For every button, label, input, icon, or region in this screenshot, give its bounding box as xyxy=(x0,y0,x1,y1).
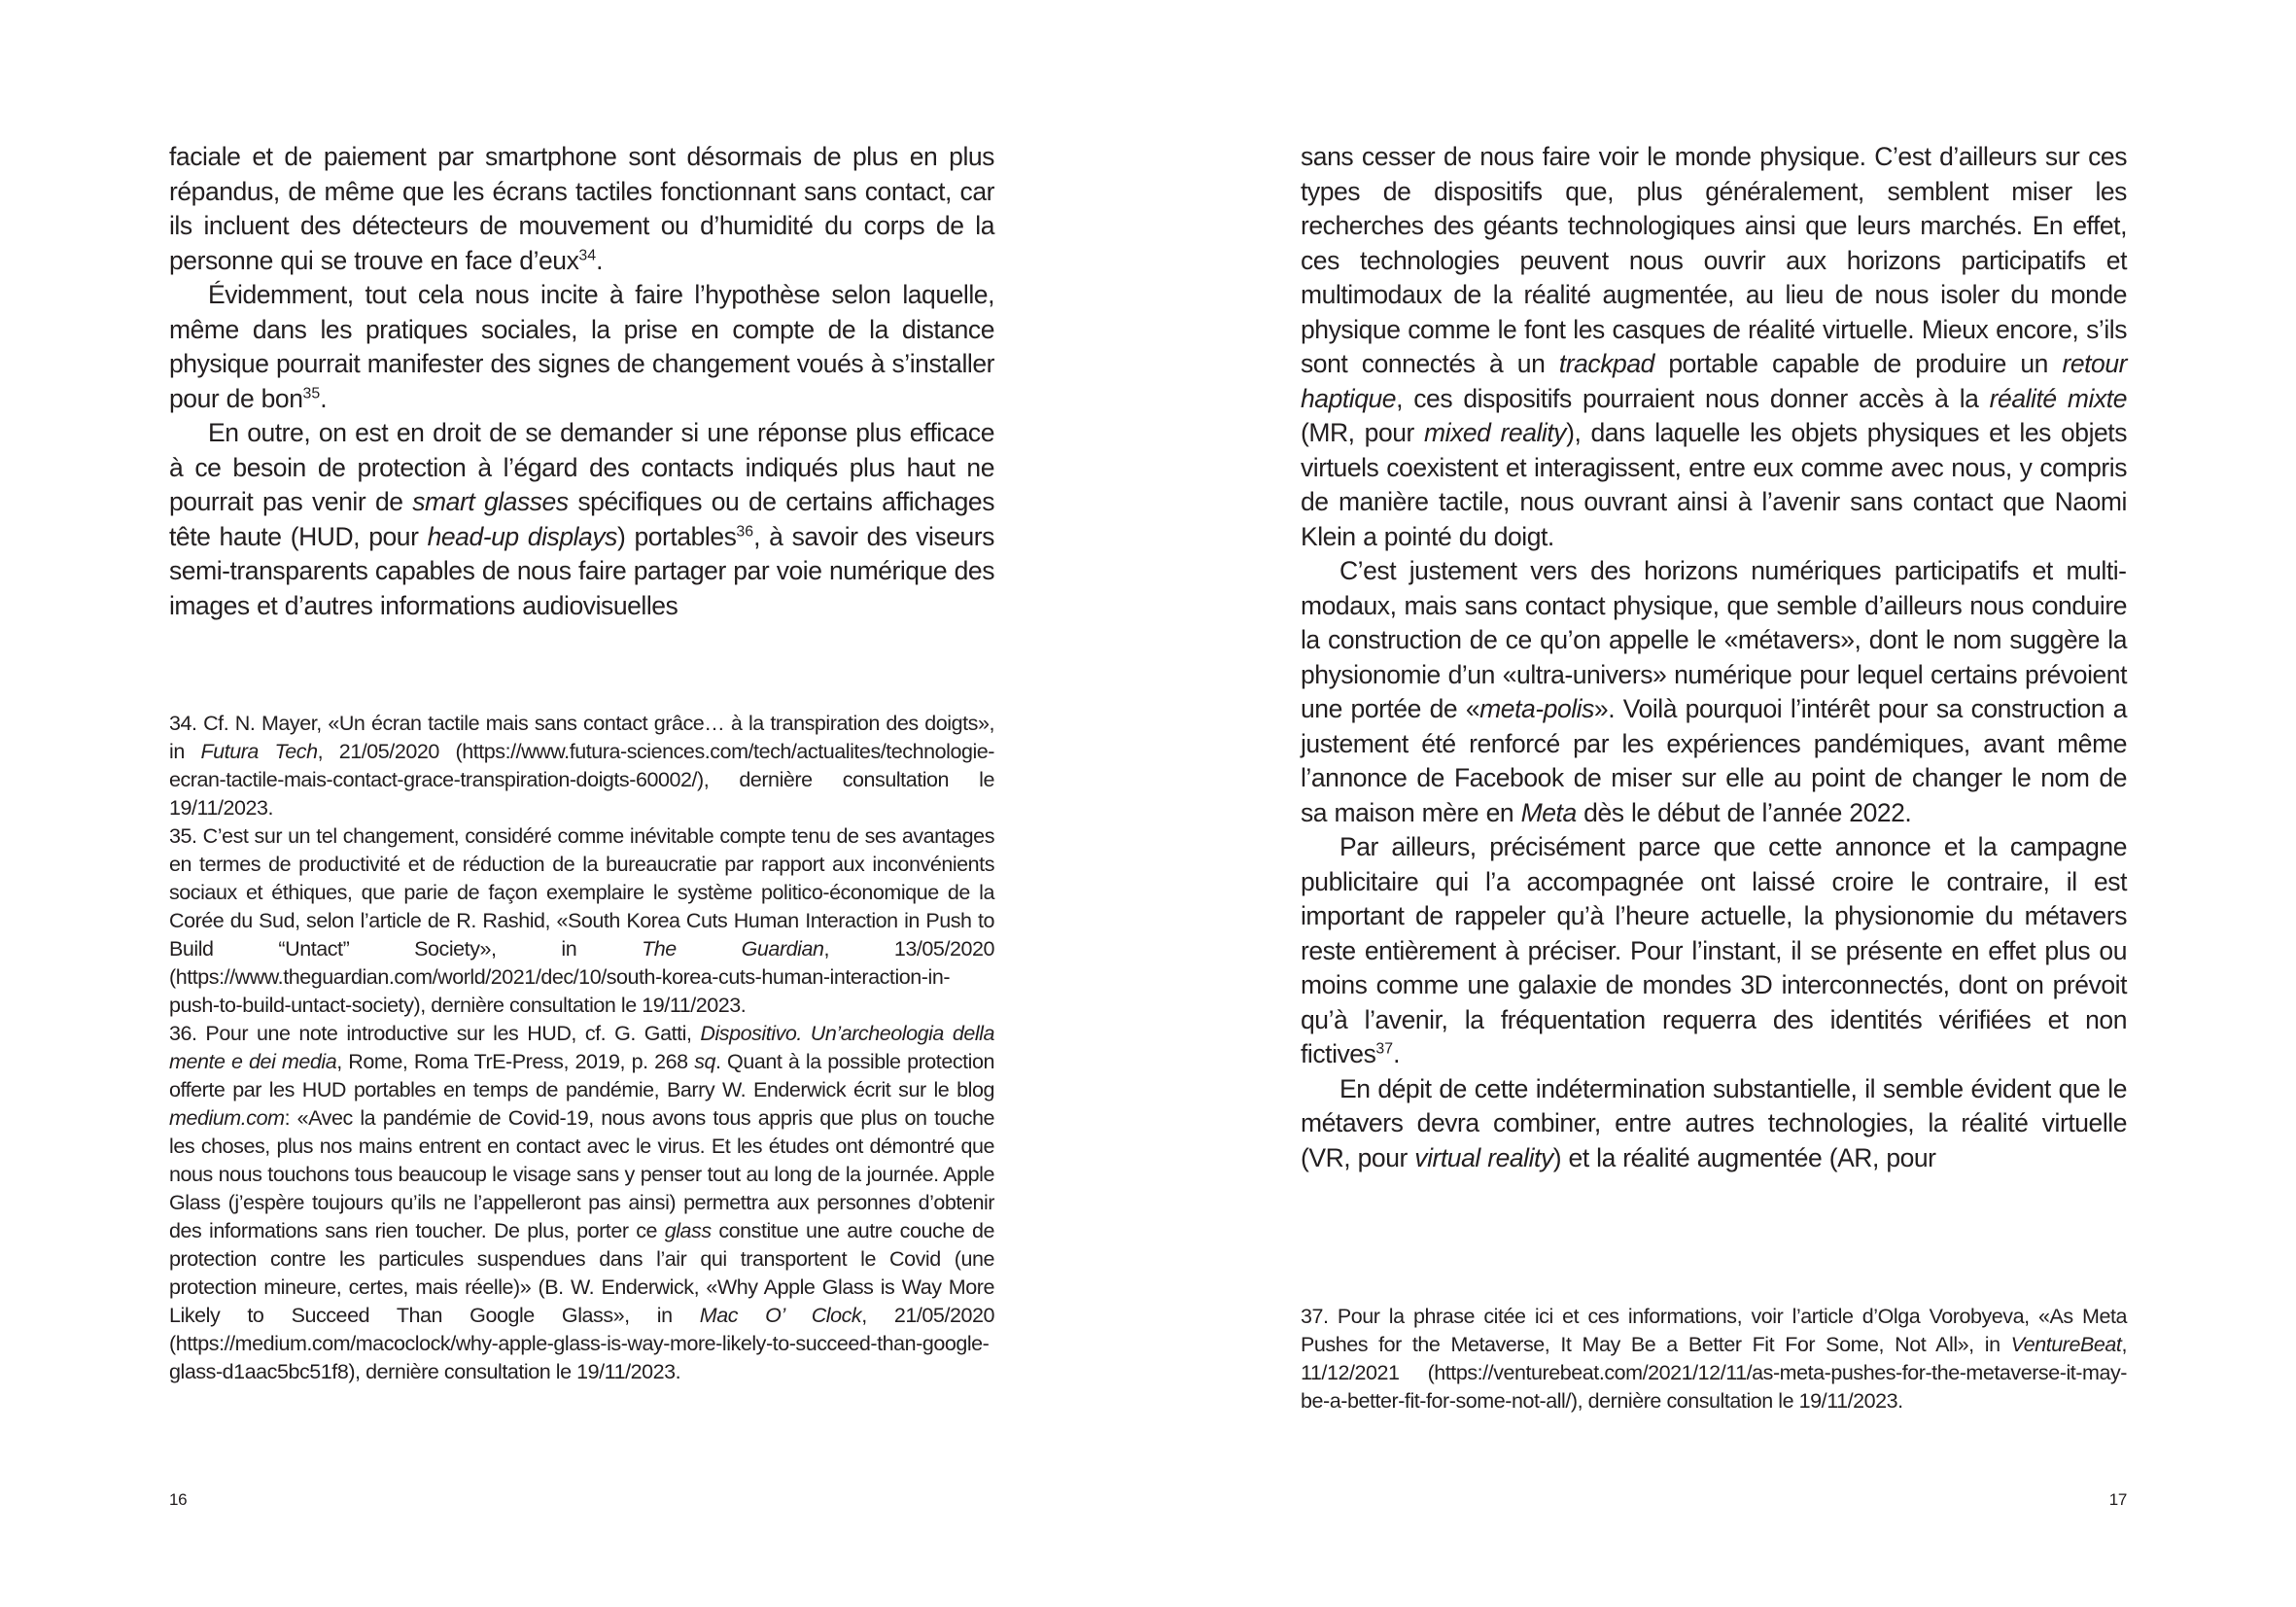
italic-text: smart glasses xyxy=(412,487,569,516)
text-run: , 21/05/2020 (https://www.futura-sciences.com/tech/actualites/technologie-ecran-tactile-mais-contact-grace-transpiration-doigts-60002/), dernière consultation le 19/11/2023. xyxy=(169,740,995,820)
italic-text: Meta xyxy=(1520,797,1577,827)
paragraph xyxy=(1301,830,2127,1072)
text-run: faciale et de paiement par smartphone sont désormais de plus en plus répandus, de même que les écrans tactiles fonctionnant sans contact, car ils incluent des détecteurs de mouvement ou d’humidité du corps de la personne qui se trouve en face d’eux xyxy=(169,142,994,275)
footnote-reference[interactable]: 34 xyxy=(578,246,597,263)
footnote-reference[interactable]: 37 xyxy=(1375,1040,1394,1058)
footnote xyxy=(169,1020,994,1386)
paragraph xyxy=(1301,1072,2127,1176)
text-run: Par ailleurs, précisément parce que cette annonce et la campagne publicitaire qui l’a accompagnée ont laissé croire le contraire, il est important de rappeler qu’à l’heure actuelle, la physionomie du métavers reste entièrement à préciser. Pour l’instant, il se présente en effet plus ou moins comme une galaxie de mondes 3D interconnectés, dont on prévoit qu’à l’avenir, la fréquentation requerra des identités vérifiées et non fictives xyxy=(1301,832,2127,1068)
right-page xyxy=(1148,0,2296,1607)
italic-text: mixed reality xyxy=(1424,418,1567,447)
paragraph xyxy=(169,416,994,623)
footnote-reference[interactable]: 35 xyxy=(302,384,321,402)
text-run: spécifiques ou de certains affichages tête haute (HUD, pour xyxy=(169,487,994,551)
right-body-text xyxy=(1301,140,2127,1175)
right-footnotes xyxy=(1301,1303,2127,1415)
text-run: . xyxy=(596,245,604,275)
italic-text: glass xyxy=(664,1219,712,1242)
text-run: , 11/12/2021 (https://venturebeat.com/2021/12/11/as-meta-pushes-​for-the-metaverse-it-may-be-a-better-fit-for-some-not-all/), dernière consultation le 19/11/2023. xyxy=(1301,1333,2127,1413)
paragraph xyxy=(1301,140,2127,554)
text-run: , 13/05/2020 (https://www.theguardian.com/world/2021/dec/​10/south-korea-cuts-human-interaction-in-push-to-build-untact-society), dernière consultation le 19/11/2023. xyxy=(169,937,994,1017)
text-run: sans cesser de nous faire voir le monde physique. C’est d’ailleurs sur ces types de dispositifs que, plus généralement, semblent miser les recherches des géants technologiques ainsi que leurs marchés. En effet, ces technologies peuvent nous ouvrir aux horizons participatifs et multimodaux de la réalité augmentée, au lieu de nous isoler du monde physique comme le font les casques de réalité virtuelle. Mieux encore, s’ils sont connectés à un xyxy=(1301,142,2127,378)
italic-text: virtual reality xyxy=(1414,1142,1553,1172)
left-footnotes xyxy=(169,710,994,1386)
text-run: ), dans laquelle les objets physiques et les objets virtuels coexistent et interagissent, entre eux comme avec nous, y compris de manière tactile, nous ouvrant ainsi à l’avenir sans contact que Naomi Klein a pointé du doigt. xyxy=(1301,418,2128,551)
text-run: C’est justement vers des horizons numériques participatifs et multimodaux, mais sans contact physique, que semble d’ailleurs nous conduire la construction de ce qu’on appelle le «métavers», dont le nom suggère la physionomie d’un «ultra-univers» numérique pour lequel certains prévoient une portée de « xyxy=(1301,556,2127,723)
footnote xyxy=(169,710,994,822)
italic-text: trackpad xyxy=(1558,349,1654,378)
text-run: En outre, on est en droit de se demander si une réponse plus efficace à ce besoin de protection à l’égard des contacts indiqués plus haut ne pourrait pas venir de xyxy=(169,418,994,516)
text-run: portable capable de produire un xyxy=(1653,349,2063,378)
footnote xyxy=(1301,1303,2127,1415)
page-number-left: 16 xyxy=(169,1490,188,1509)
text-run: . xyxy=(1393,1039,1400,1068)
italic-text: head-up displays xyxy=(427,521,617,551)
text-run: En dépit de cette indétermination substantielle, il semble évident que le métavers devra combiner, entre autres technologies, la réalité virtuelle (VR, pour xyxy=(1301,1073,2127,1172)
italic-text: réalité mixte xyxy=(1989,383,2127,413)
text-run: . xyxy=(320,383,328,413)
italic-text: sq xyxy=(694,1050,715,1073)
italic-text: meta-polis xyxy=(1479,694,1594,723)
italic-text: retour haptique xyxy=(1301,349,2127,413)
paragraph xyxy=(169,140,994,278)
text-run: Évidemment, tout cela nous incite à faire l’hypothèse selon laquelle, même dans les pratiques sociales, la prise en compte de la distance physique pourrait manifester des signes de changement voués à s’installer pour de bon xyxy=(169,280,994,413)
text-run: : «Avec la pandémie de Covid-19, nous avons tous appris que plus on touche les choses, plus nos mains entrent en contact avec le virus. Et les études ont démontré que nous nous touchons tous beaucoup le visage sans y penser tout au long de la journée. Apple Glass (j’espère toujours qu’ils ne l’appelleront pas ainsi) permettra aux personnes d’obtenir des informations sans rien toucher. De plus, porter ce xyxy=(169,1106,994,1242)
text-run: ». Voilà pourquoi l’intérêt pour sa construction a justement été renforcé par les expériences pandémiques, avant même l’annonce de Facebook de miser sur elle au point de changer le nom de sa maison mère en xyxy=(1301,694,2128,827)
text-run: , 21/05/2020 (https://medium.com/macoclock/​why-apple-glass-is-way-more-likely-to-succeed-than-google-glass-d1aac5bc51f8), dernière consultation le 19/11/2023. xyxy=(169,1304,994,1383)
text-run: (MR, pour xyxy=(1301,418,1425,447)
text-run: . Quant à la possible protection offerte par les HUD portables en temps de pandémie, Barry W. Enderwick écrit sur le blog xyxy=(169,1050,994,1101)
footnote xyxy=(169,822,994,1020)
paragraph xyxy=(169,278,994,416)
text-run: , ces dispositifs pourraient nous donner accès à la xyxy=(1396,383,1990,413)
italic-text: medium.com xyxy=(169,1106,285,1130)
text-run: ) et la réalité augmentée (AR, pour xyxy=(1552,1142,1936,1172)
text-run: , Rome, Roma TrE-Press, 2019, p. 268 xyxy=(336,1050,695,1073)
text-run: 36. Pour une note introductive sur les HUD, cf. G. Gatti, xyxy=(169,1022,701,1045)
page-number-right: 17 xyxy=(2108,1490,2127,1509)
text-run: constitue une autre couche de protection contre les particules suspendues dans l’air qui transportent le Covid (une protection mineure, certes, mais réelle)» (B. W. Enderwick, «Why Apple Glass is Way More Likely to Succeed Than Google Glass», in xyxy=(169,1219,994,1327)
paragraph xyxy=(1301,554,2127,830)
footnote-reference[interactable]: 36 xyxy=(736,522,754,540)
text-run: 37. Pour la phrase citée ici et ces informations, voir l’article d’Olga Vorobyeva, «As Meta Pushes for the Metaverse, It May Be a Better Fit For Some, Not All», in xyxy=(1301,1305,2127,1356)
left-body-text xyxy=(169,140,994,623)
text-run: ) portables xyxy=(616,521,737,551)
italic-text: Futura Tech xyxy=(200,740,318,763)
text-run: , à savoir des viseurs semi-transparents capables de nous faire partager par voie numérique des images et d’autres informations audiovisuelles xyxy=(169,521,994,620)
italic-text: Dispositivo. Un’archeologia della mente e dei media xyxy=(169,1022,994,1073)
italic-text: The Guardian xyxy=(642,937,824,961)
text-run: dès le début de l’année 2022. xyxy=(1576,797,1912,827)
text-run: 34. Cf. N. Mayer, «Un écran tactile mais sans contact grâce… à la transpiration des doigts», in xyxy=(169,712,994,763)
text-run: 35. C’est sur un tel changement, considéré comme inévitable compte tenu de ses avantages en termes de productivité et de réduction de la bureaucratie par rapport aux inconvénients sociaux et éthiques, que parie de façon exemplaire le système politico-économique de la Corée du Sud, selon l’article de R. Rashid, «South Korea Cuts Human Interaction in Push to Build “Untact” Society», in xyxy=(169,824,994,961)
italic-text: Mac O’ Clock xyxy=(699,1304,862,1327)
italic-text: VentureBeat xyxy=(2010,1333,2122,1356)
